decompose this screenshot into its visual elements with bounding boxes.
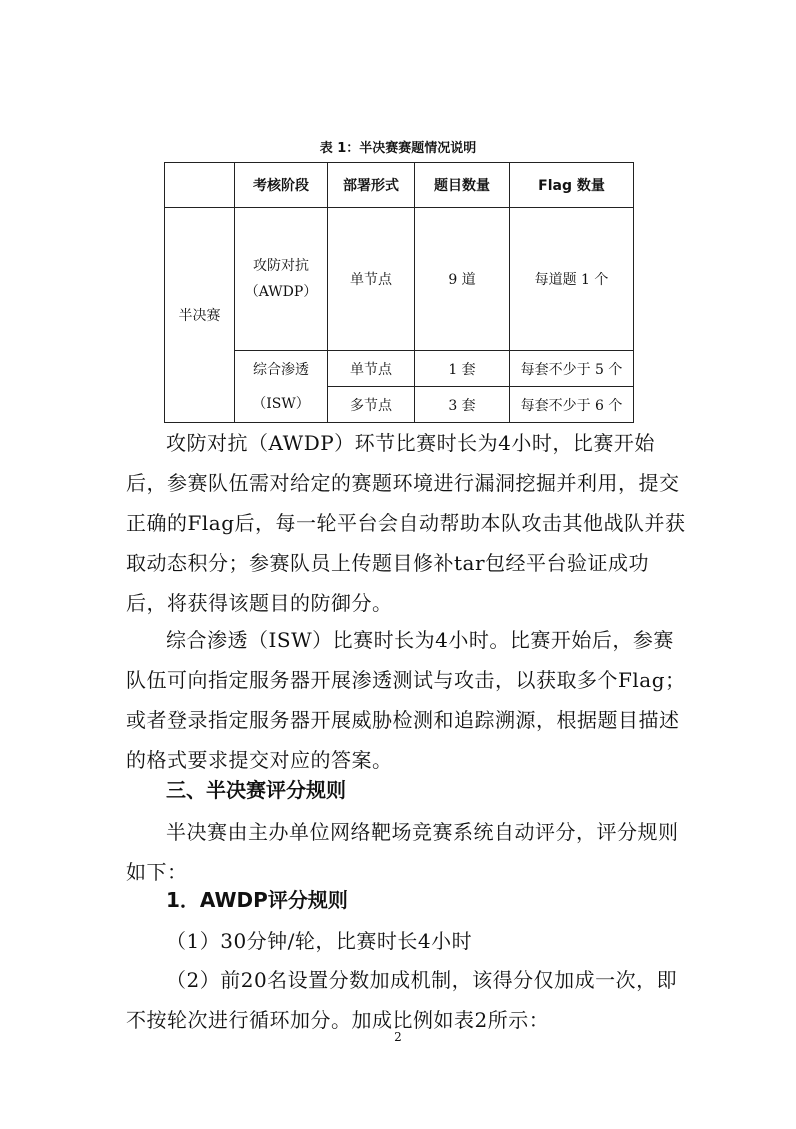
header-count: 题目数量 (415, 163, 510, 208)
stage-cell: 半决赛 (165, 208, 235, 423)
count-cell: 1 套 (415, 351, 510, 387)
header-flags: Flag 数量 (510, 163, 634, 208)
table-row (165, 351, 634, 387)
count-cell: 9 道 (415, 208, 510, 351)
phase-cell-awdp (235, 208, 328, 351)
semifinal-table (164, 162, 634, 423)
section3-body: 半决赛由主办单位网络靶场竞赛系统自动评分，评分规则如下： (126, 820, 679, 884)
awdp-rules-heading: 1．AWDP评分规则 (166, 888, 348, 912)
rule-item-1: （1）30分钟/轮，比赛时长4小时 (166, 929, 473, 953)
table-header-row (165, 163, 634, 208)
page-number: 2 (394, 1030, 402, 1044)
flags-cell: 每套不少于 5 个 (510, 351, 634, 387)
phase-isw-line2: （ISW） (252, 395, 310, 412)
count-cell: 3 套 (415, 387, 510, 423)
section3-heading: 三、半决赛评分规则 (166, 778, 346, 802)
flags-cell: 每套不少于 6 个 (510, 387, 634, 423)
table-caption: 表 1：半决赛赛题情况说明 (319, 141, 477, 156)
paragraph-isw: 综合渗透（ISW）比赛时长为4小时。比赛开始后，参赛队伍可向指定服务器开展渗透测试与攻击，以获取多个Flag；或者登录指定服务器开展威胁检测和追踪溯源，根据题目描述的格式要求提交对应的答案。 (126, 628, 686, 772)
rule-item-2: （2）前20名设置分数加成机制，该得分仅加成一次，即不按轮次进行循环加分。加成比例如表2所示： (126, 968, 678, 1032)
header-empty (165, 163, 235, 208)
deploy-cell: 单节点 (328, 208, 415, 351)
table-row (165, 208, 634, 351)
phase-isw-line1: 综合渗透 (253, 361, 309, 378)
deploy-cell: 单节点 (328, 351, 415, 387)
paragraph-awdp: 攻防对抗（AWDP）环节比赛时长为4小时，比赛开始后，参赛队伍需对给定的赛题环境进行漏洞挖掘并利用，提交正确的Flag后，每一轮平台会自动帮助本队攻击其他战队并获取动态积分；参赛队员上传题目修补tar包经平台验证成功后，将获得该题目的防御分。 (126, 431, 686, 615)
header-phase: 考核阶段 (235, 163, 328, 208)
phase-awdp-line1: 攻防对抗 (253, 258, 309, 274)
flags-cell: 每道题 1 个 (510, 208, 634, 351)
deploy-cell: 多节点 (328, 387, 415, 423)
phase-awdp-line2: （AWDP） (244, 284, 318, 300)
header-deploy: 部署形式 (328, 163, 415, 208)
phase-cell-isw (235, 351, 328, 423)
